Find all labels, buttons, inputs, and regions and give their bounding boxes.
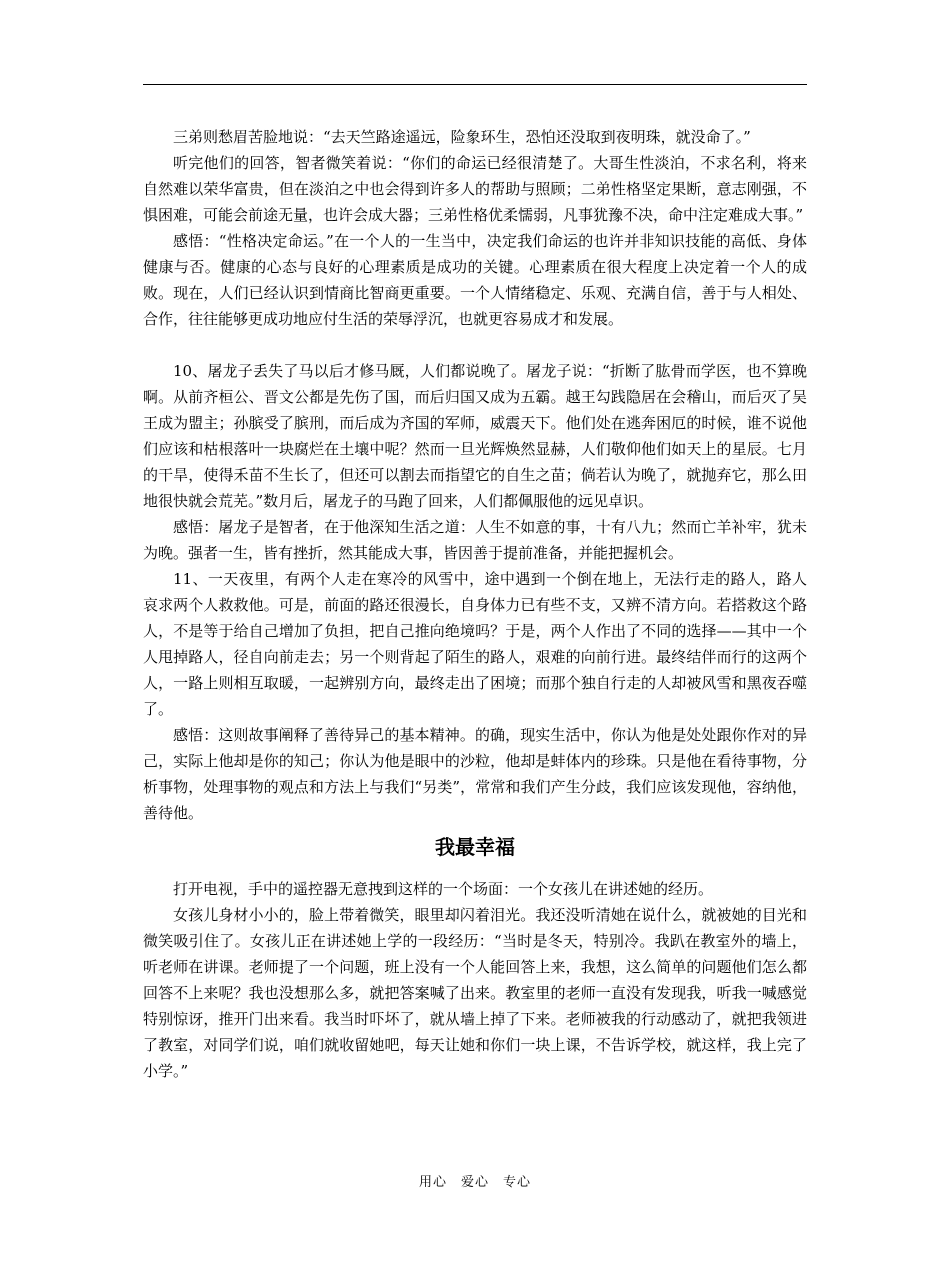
page-footer: 用心 爱心 专心: [418, 1175, 531, 1190]
paragraph: 打开电视，手中的遥控器无意拽到这样的一个场面：一个女孩儿在讲述她的经历。: [173, 880, 714, 898]
paragraph: 10、屠龙子丢失了马以后才修马厩，人们都说晚了。屠龙子说：“折断了肱骨而学医，也不算晚啊。从前齐桓公、晋文公都是先伤了国，而后归国又成为五霸。越王勾践隐居在会稽山，而后灭了吴王成为盟主；孙膑受了膑刑，而后成为齐国的军师，威震天下。他们处在逃奔困厄的时候，谁不说他们应该和枯根落叶一块腐烂在土壤中呢？然而一旦光辉焕然显赫，人们敬仰他们如天上的星辰。七月的干旱，使得禾苗不生长了，但还可以割去而指望它的自生之苗；倘若认为晚了，就抛弃它，那么田地很快就会荒芜。”数月后，屠龙子的马跑了回来，人们都佩服他的远见卓识。: [143, 362, 807, 510]
paragraph: 感悟：这则故事阐释了善待异己的基本精神。的确，现实生活中，你认为他是处处跟你作对的异己，实际上他却是你的知己；你认为他是眼中的沙粒，他却是蚌体内的珍珠。只是他在看待事物，分析事物，处理事物的观点和方法上与我们“另类”，常常和我们产生分歧，我们应该发现他，容纳他，善待他。: [143, 726, 807, 822]
paragraph: 感悟：“性格决定命运。”在一个人的一生当中，决定我们命运的也许并非知识技能的高低、身体健康与否。健康的心态与良好的心理素质是成功的关键。心理素质在很大程度上决定着一个人的成败。现在，人们已经认识到情商比智商更重要。一个人情绪稳定、乐观、充满自信，善于与人相处、合作，往往能够更成功地应付生活的荣辱浮沉，也就更容易成才和发展。: [143, 232, 807, 328]
paragraph: 女孩儿身材小小的，脸上带着微笑，眼里却闪着泪光。我还没听清她在说什么，就被她的目光和微笑吸引住了。女孩儿正在讲述她上学的一段经历：“当时是冬天，特别冷。我趴在教室外的墙上，听老师在讲课。老师提了一个问题，班上没有一个人能回答上来，我想，这么简单的问题他们怎么都回答不上来呢？我也没想那么多，就把答案喊了出来。教室里的老师一直没有发现我，听我一喊感觉特别惊讶，推开门出来看。我当时吓坏了，就从墙上掉了下来。老师被我的行动感动了，就把我领进了教室，对同学们说，咱们就收留她吧，每天让她和你们一块上课，不告诉学校，就这样，我上完了小学。”: [143, 906, 807, 1080]
paragraph: 三弟则愁眉苦脸地说：“去天竺路途遥远，险象环生，恐怕还没取到夜明珠，就没命了。”: [173, 128, 751, 146]
paragraph: 感悟：屠龙子是智者，在于他深知生活之道：人生不如意的事，十有八九；然而亡羊补牢，犹未为晚。强者一生，皆有挫折，然其能成大事，皆因善于提前准备，并能把握机会。: [143, 518, 807, 562]
paragraph-gap: [143, 332, 807, 358]
paragraph: 听完他们的回答，智者微笑着说：“你们的命运已经很清楚了。大哥生性淡泊，不求名利，将来自然难以荣华富贵，但在淡泊之中也会得到许多人的帮助与照顾；二弟性格坚定果断，意志刚强，不惧困难，可能会前途无量，也许会成大器；三弟性格优柔懦弱，凡事犹豫不决，命中注定难成大事。”: [143, 154, 807, 224]
header-rule: [143, 84, 807, 85]
paragraph: 11、一天夜里，有两个人走在寒冷的风雪中，途中遇到一个倒在地上，无法行走的路人，路人哀求两个人救救他。可是，前面的路还很漫长，自身体力已有些不支，又辨不清方向。若搭救这个路人，不是等于给自己增加了负担，把自己推向绝境吗？于是，两个人作出了不同的选择——其中一个人甩掉路人，径自向前走去；另一个则背起了陌生的路人，艰难的向前行进。最终结伴而行的这两个人，一路上则相互取暖，一起辨别方向，最终走出了困境；而那个独自行走的人却被风雪和黑夜吞噬了。: [143, 570, 807, 718]
section-title: 我最幸福: [435, 835, 515, 859]
document-body: [143, 124, 807, 1084]
